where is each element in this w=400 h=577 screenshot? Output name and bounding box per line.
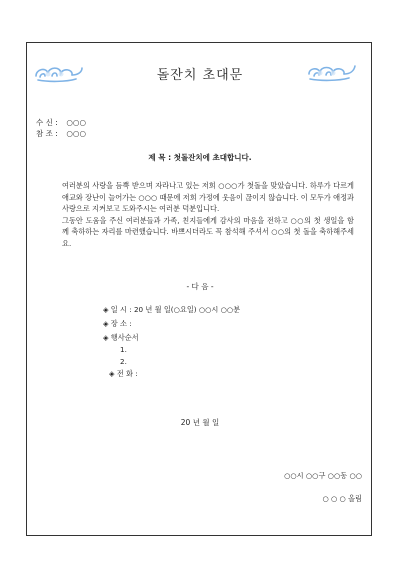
detail-phone: ◈ 전 화 : bbox=[109, 369, 138, 378]
detail-place: ◈ 장 소 : bbox=[103, 319, 132, 328]
address-line: ○○시 ○○구 ○○동 ○○ bbox=[284, 471, 362, 480]
recipient-row bbox=[36, 117, 86, 128]
date-line: 20 년 월 일 bbox=[180, 418, 220, 427]
detail-program-item: 1. bbox=[120, 345, 127, 354]
recipient-value: ○○○ bbox=[66, 118, 87, 127]
cc-label: 참 조 : bbox=[36, 129, 58, 138]
sender-line: ○ ○ ○ 올림 bbox=[322, 494, 362, 503]
cc-value: ○○○ bbox=[66, 129, 87, 138]
subject-line: 제 목 : 첫돌잔치에 초대합니다. bbox=[148, 153, 252, 162]
document-title: 돌잔치 초대문 bbox=[156, 68, 244, 83]
cc-row bbox=[36, 128, 86, 139]
recipient-label: 수 신 : bbox=[36, 118, 58, 127]
detail-program-label: ◈ 행사순서 bbox=[103, 333, 139, 342]
body-paragraph: 그동안 도움을 주신 여러분들과 가족, 친지들에게 감사의 마음을 전하고 ○○의 첫 생일을 함께 축하하는 자리를 마련했습니다. 바쁘시더라도 꼭 참석해 주셔서 ○○의 첫 돌을 축하해주세요. bbox=[62, 215, 354, 248]
detail-datetime: ◈ 일 시 : 20 년 월 일(○요일) ○○시 ○○분 bbox=[103, 305, 241, 314]
body-paragraph: 여러분의 사랑을 듬뿍 받으며 자라나고 있는 저희 ○○○가 첫돌을 맞았습니다. 하루가 다르게 애교와 장난이 늘어가는 ○○○ 때문에 저희 가정에 웃음이 끊이지 않습니다. 이 모두가 애정과 사랑으로 지켜보고 도와주시는 여러분 덕분입니다. bbox=[62, 181, 354, 214]
notice-heading: - 다 음 - bbox=[186, 282, 214, 291]
detail-program-item: 2. bbox=[120, 357, 127, 366]
body-text bbox=[62, 180, 354, 250]
